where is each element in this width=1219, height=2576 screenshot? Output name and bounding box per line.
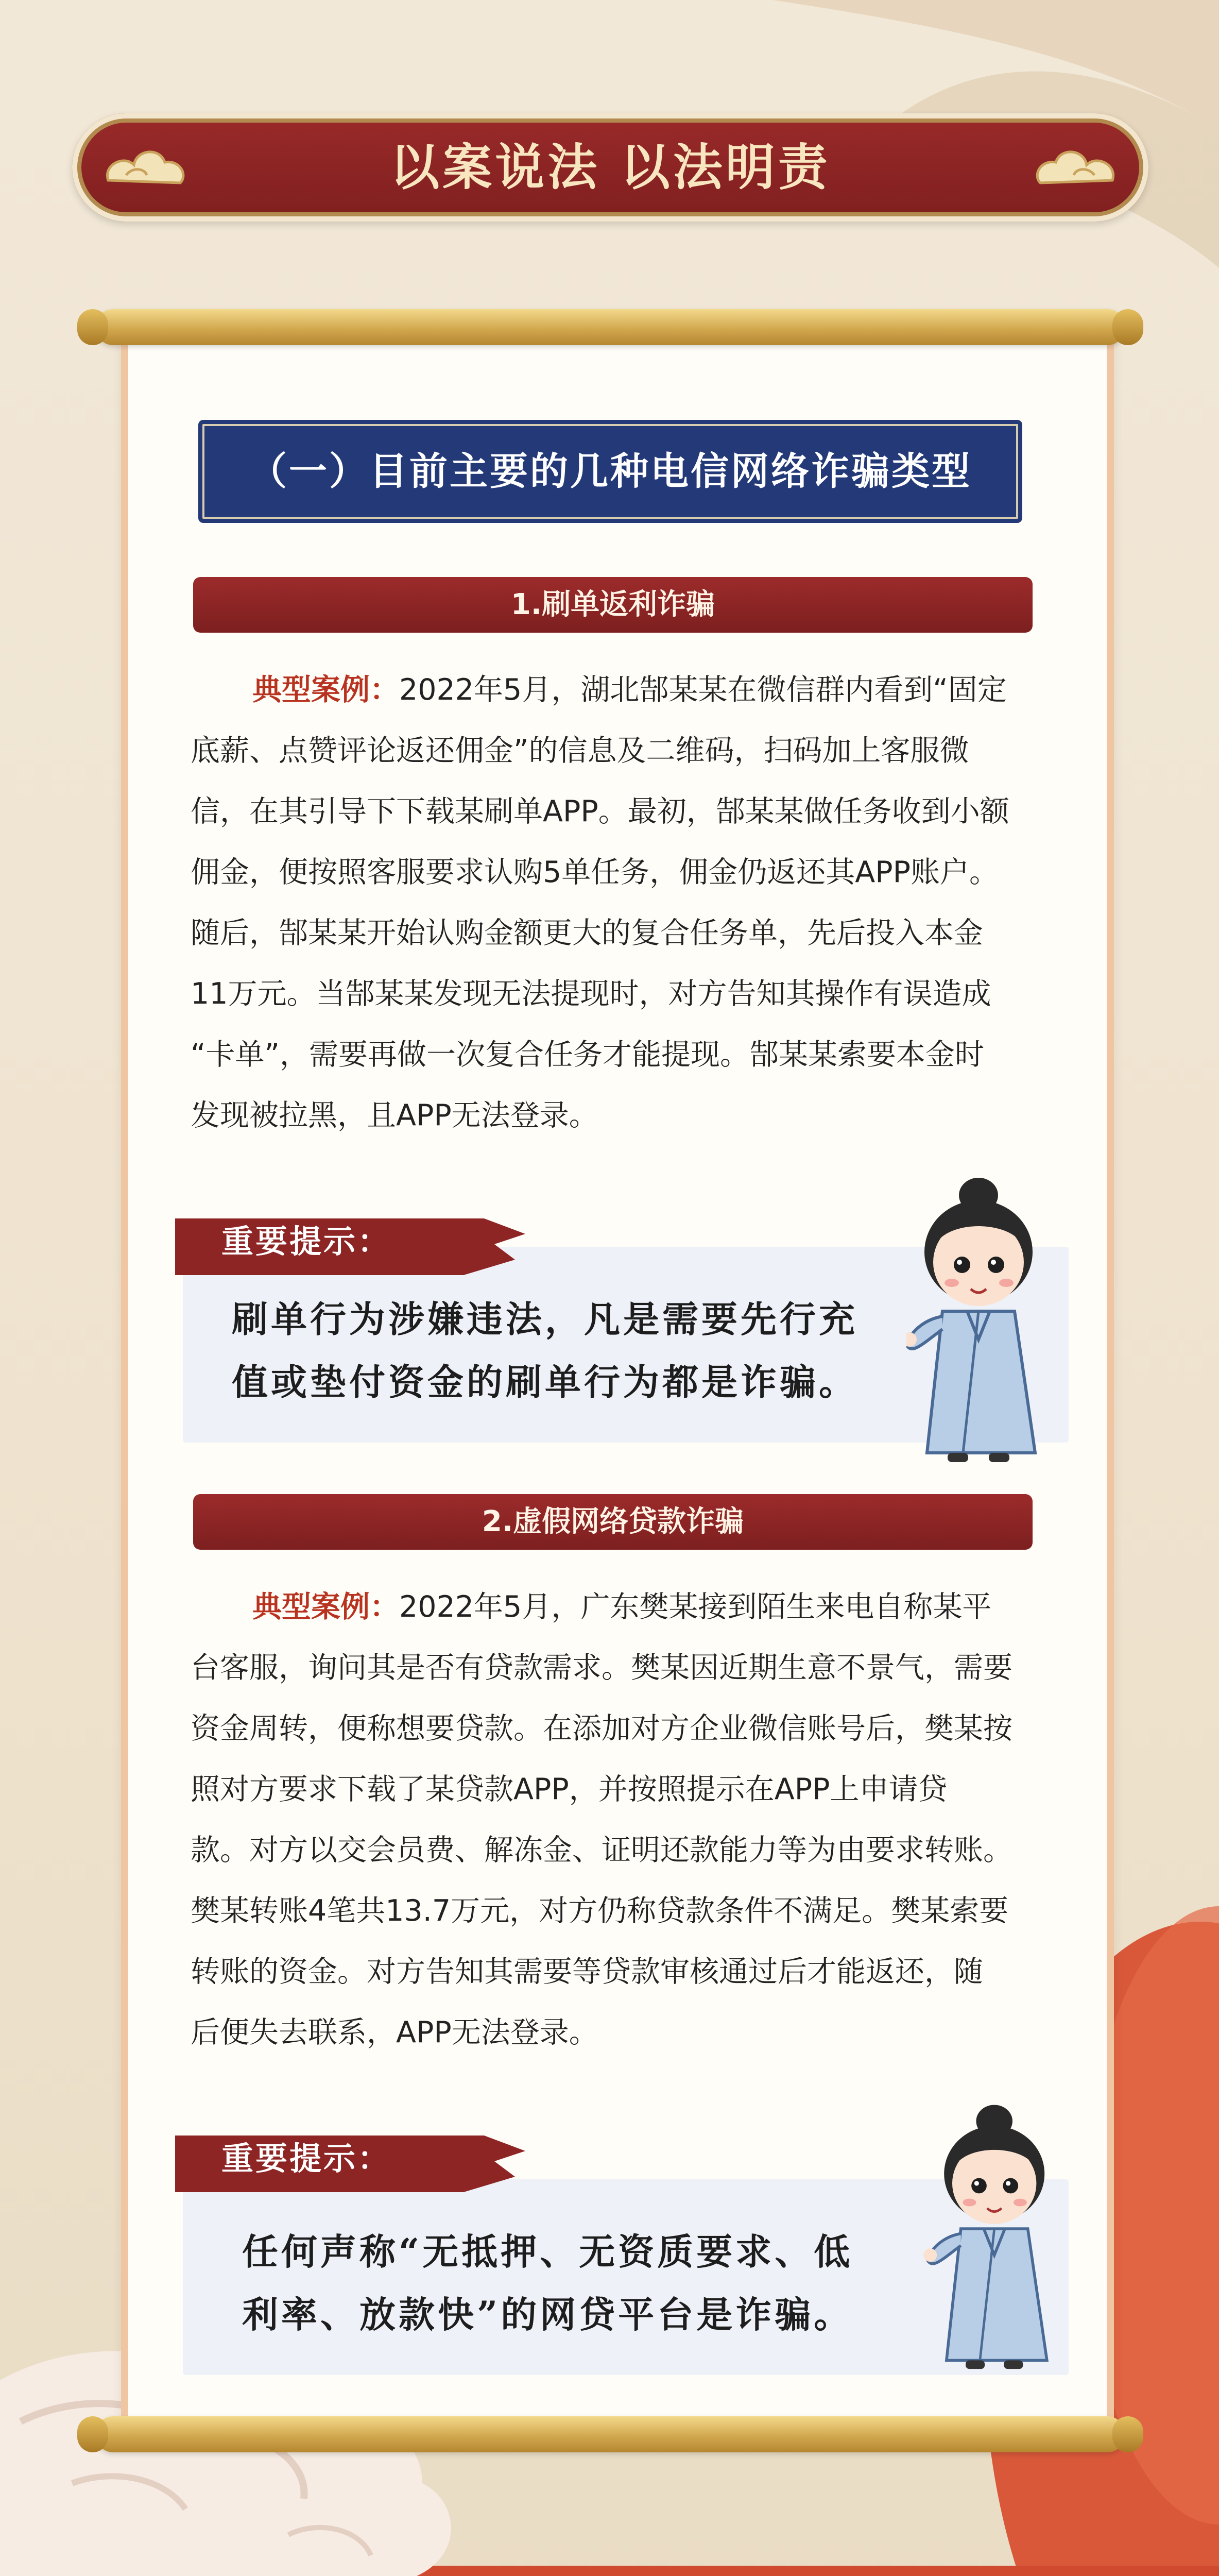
tip-text: [232, 1288, 858, 1414]
scroll-rod-cap: [77, 309, 108, 345]
tip-line: 利率、放款快”的网贷平台是诈骗。: [242, 2293, 853, 2336]
case-line: 台客服，询问其是否有贷款需求。樊某因近期生意不景气，需要: [191, 1651, 1012, 1685]
scroll-top-rod: [95, 309, 1125, 345]
tip-text: [242, 2221, 853, 2346]
case-line: 樊某转账4笔共13.7万元，对方仍称贷款条件不满足。樊某索要: [191, 1894, 1009, 1928]
case-line: 发现被拉黑，且APP无法登录。: [191, 1098, 598, 1132]
section-title: （一）目前主要的几种电信网络诈骗类型: [249, 449, 972, 494]
case-line: 照对方要求下载了某贷款APP，并按照提示在APP上申请贷: [191, 1772, 948, 1806]
case-line: 转账的资金。对方告知其需要等贷款审核通过后才能返还，随: [191, 1955, 983, 1989]
tip-line: 值或垫付资金的刷单行为都是诈骗。: [232, 1361, 858, 1403]
tip-label: 重要提示：: [221, 2140, 392, 2177]
tip-line: 刷单行为涉嫌违法，凡是需要先行充: [232, 1298, 858, 1341]
case-line: 后便失去联系，APP无法登录。: [191, 2015, 598, 2049]
scroll-rod-cap: [1112, 309, 1143, 345]
case-line: 典型案例：2022年5月，广东樊某接到陌生来电自称某平: [252, 1590, 992, 1624]
case-line: 资金周转，便称想要贷款。在添加对方企业微信账号后，樊某按: [191, 1711, 1012, 1745]
case-line: 底薪、点赞评论返还佣金”的信息及二维码，扫码加上客服微: [191, 734, 969, 768]
case-line: “卡单”，需要再做一次复合任务才能提现。郜某某索要本金时: [191, 1038, 985, 1072]
section-header: [198, 420, 1022, 523]
case-line: 信，在其引导下下载某刷单APP。最初，郜某某做任务收到小额: [191, 794, 1009, 828]
case-paragraph: [191, 1577, 1035, 2063]
case-line: 随后，郜某某开始认购金额更大的复合任务单，先后投入本金: [191, 916, 983, 950]
case-paragraph: [191, 659, 1035, 1146]
case-line: 款。对方以交会员费、解冻金、证明还款能力等为由要求转账。: [191, 1833, 1012, 1867]
case-line: 佣金，便按照客服要求认购5单任务，佣金仍返还其APP账户。: [191, 855, 999, 889]
case-heading: 1.刷单返利诈骗: [193, 577, 1033, 633]
scroll-rod-cap: [1112, 2416, 1143, 2452]
banner-title: 以案说法 以法明责: [390, 138, 831, 196]
scholar-boy-illustration: [922, 2102, 1076, 2370]
auspicious-cloud-icon: [1030, 139, 1123, 196]
tip-label: 重要提示：: [221, 1223, 392, 1260]
case-label: 典型案例：: [252, 1590, 399, 1624]
scholar-boy-illustration: [906, 1175, 1061, 1463]
case-heading: 2.虚假网络贷款诈骗: [193, 1494, 1033, 1550]
case-line: 11万元。当郜某某发现无法提现时，对方告知其操作有误造成: [191, 977, 991, 1011]
top-banner: [72, 113, 1148, 222]
scroll-bottom-rod: [95, 2416, 1125, 2452]
tip-line: 任何声称“无抵押、无资质要求、低: [242, 2230, 853, 2273]
case-line: 典型案例：2022年5月，湖北郜某某在微信群内看到“固定: [252, 673, 1007, 707]
scroll-rod-cap: [77, 2416, 108, 2452]
case-label: 典型案例：: [252, 673, 399, 707]
